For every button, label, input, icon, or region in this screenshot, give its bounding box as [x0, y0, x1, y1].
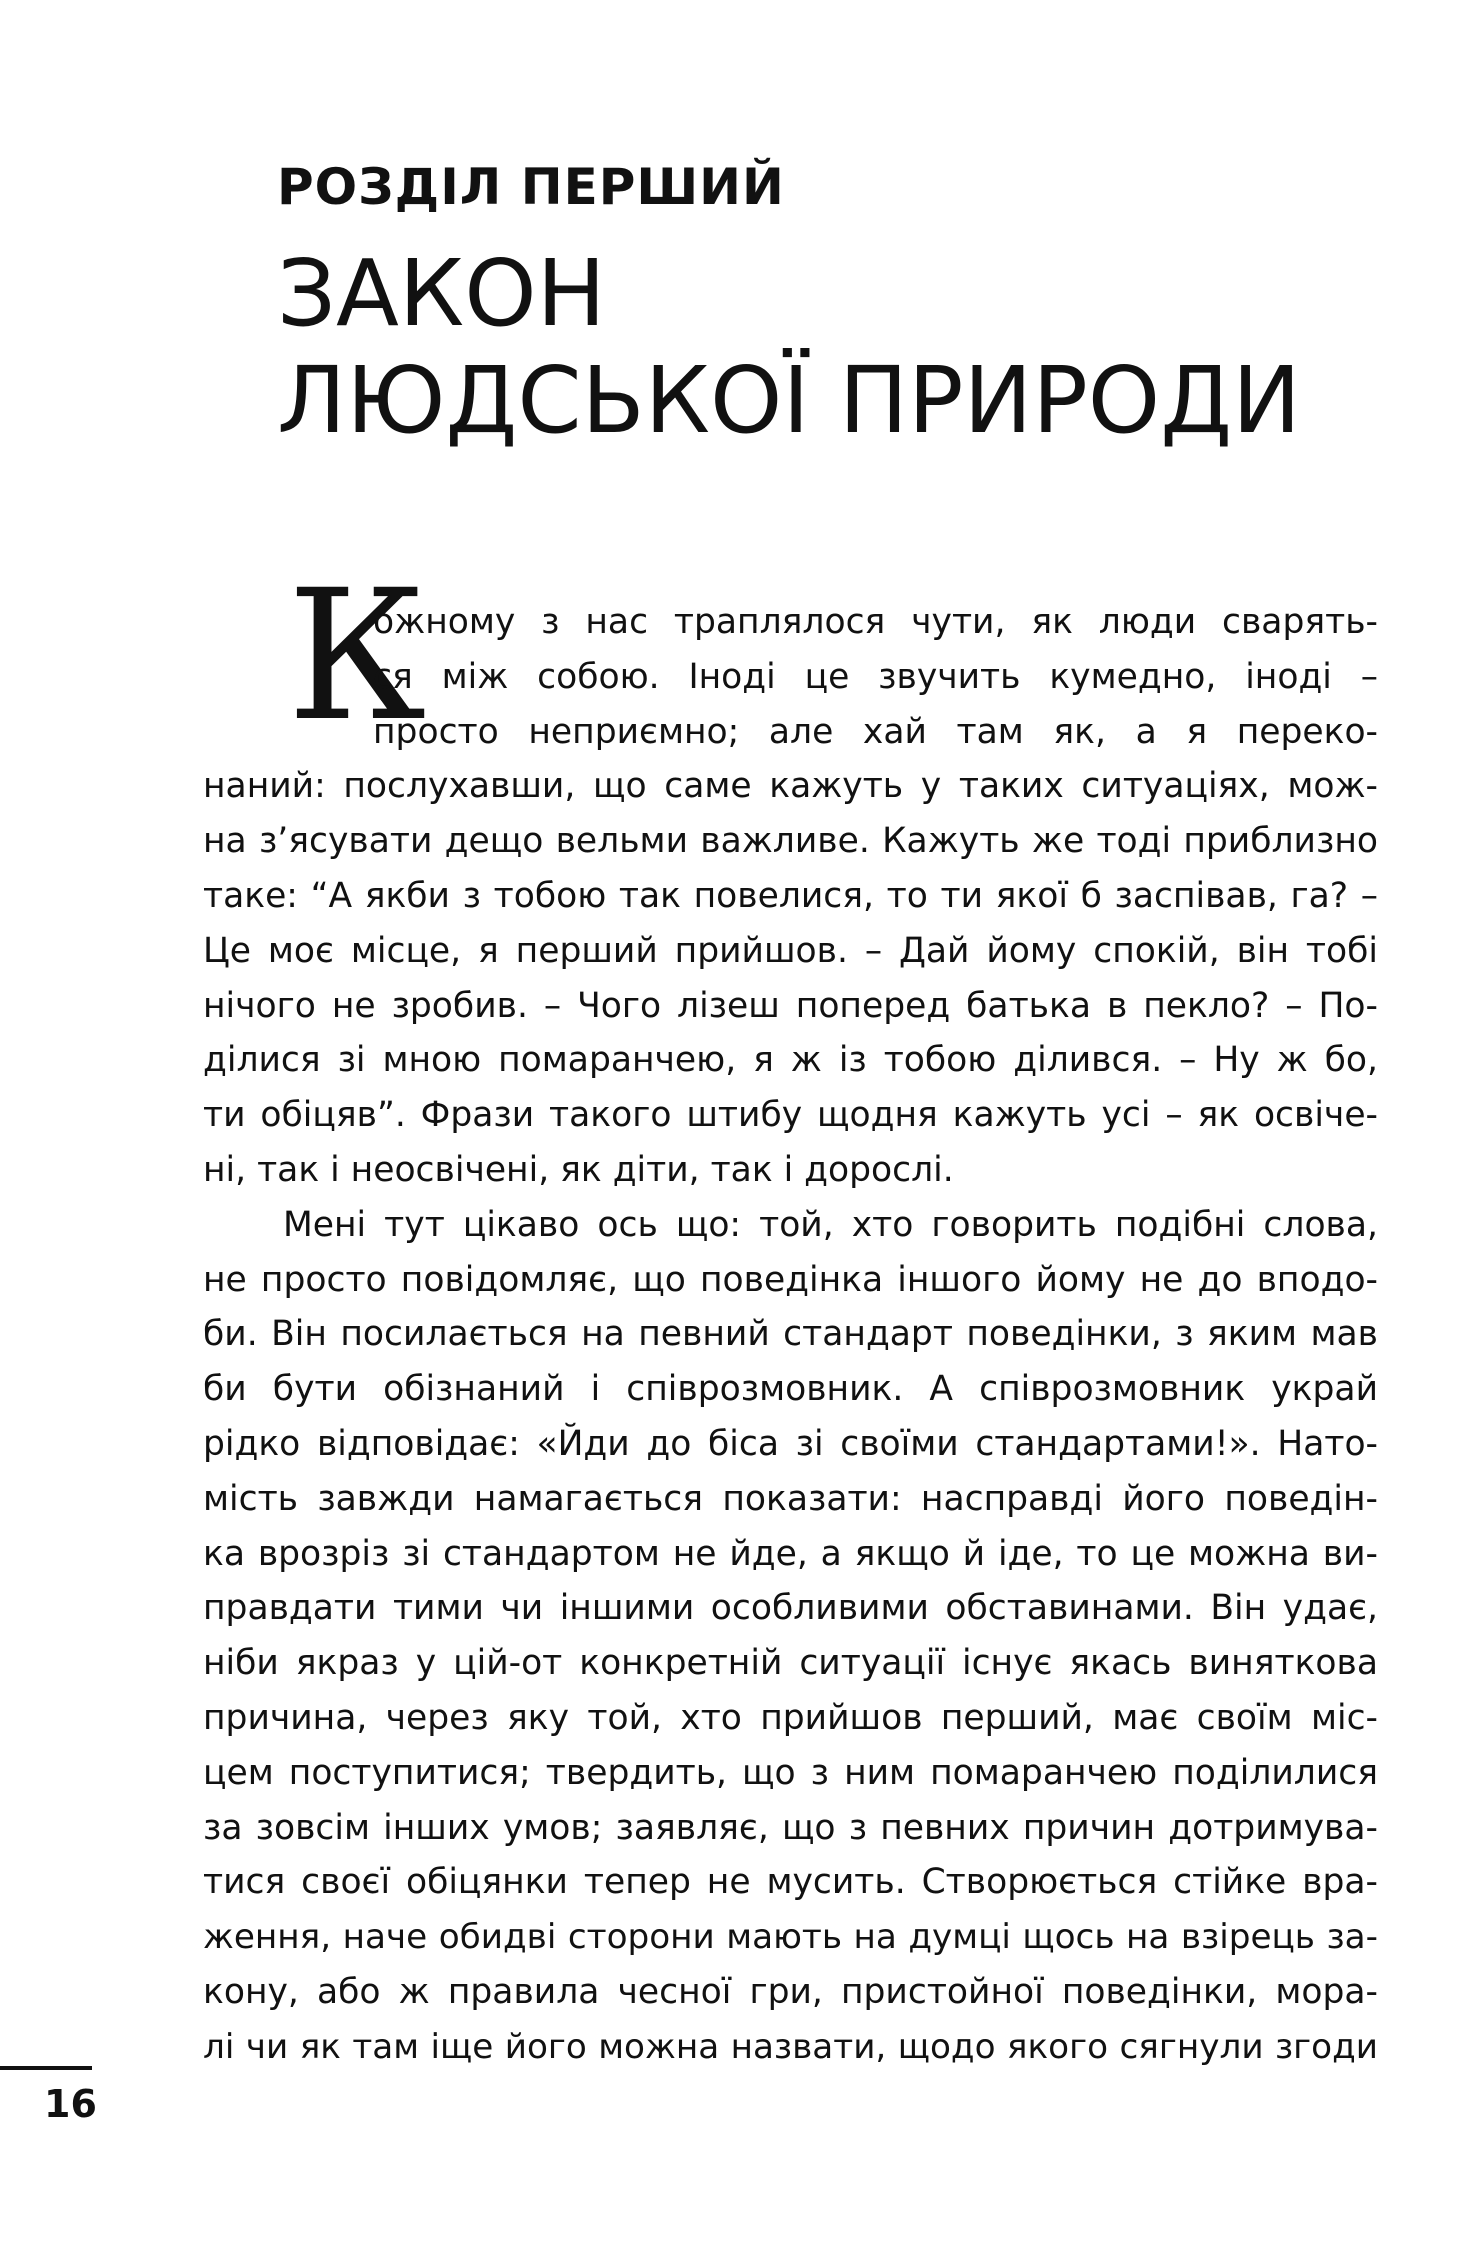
- text-line: ніби якраз у цій-от конкретній ситуації існує якась виняткова: [203, 1643, 1378, 1684]
- text-line: правдати тими чи іншими особливими обставинами. Він удає,: [203, 1588, 1378, 1629]
- text-line: ділися зі мною помаранчею, я ж із тобою ділився. – Ну ж бо,: [203, 1040, 1378, 1081]
- footer-rule: [0, 2066, 92, 2070]
- drop-cap: К: [287, 552, 427, 761]
- text-line: ні, так і неосвічені, як діти, так і дорослі.: [203, 1149, 954, 1190]
- text-line: за зовсім інших умов; заявляє, що з певних причин дотримува-: [203, 1807, 1378, 1848]
- text-line: цем поступитися; твердить, що з ним помаранчею поділилися: [203, 1752, 1378, 1793]
- text-line: лі чи як там іще його можна назвати, щодо якого сягнули згоди: [203, 2026, 1378, 2067]
- body-text: [203, 595, 1378, 2075]
- text-line: нічого не зробив. – Чого лізеш поперед батька в пекло? – По-: [203, 985, 1378, 1026]
- text-line: наний: послухавши, що саме кажуть у таких ситуаціях, мож-: [203, 766, 1378, 807]
- chapter-title-line: ЗАКОН: [277, 240, 606, 347]
- text-line: Мені тут цікаво ось що: той, хто говорить подібні слова,: [283, 1204, 1378, 1245]
- text-line: причина, через яку той, хто прийшов перший, має своїм міс-: [203, 1697, 1378, 1738]
- chapter-title: [277, 240, 1301, 454]
- text-line: ження, наче обидві сторони мають на думці щось на взірець за-: [203, 1917, 1378, 1958]
- text-line: Це моє місце, я перший прийшов. – Дай йому спокій, він тобі: [203, 930, 1378, 971]
- text-line: просто неприємно; але хай там як, а я переко-: [373, 711, 1378, 752]
- text-line: ка врозріз зі стандартом не йде, а якщо й іде, то це можна ви-: [203, 1533, 1378, 1574]
- text-line: ся між собою. Іноді це звучить кумедно, іноді –: [373, 656, 1378, 697]
- text-line: не просто повідомляє, що поведінка іншого йому не до вподо-: [203, 1259, 1378, 1300]
- text-line: би бути обізнаний і співрозмовник. А співрозмовник украй: [203, 1369, 1378, 1410]
- text-line: ти обіцяв”. Фрази такого штибу щодня кажуть усі – як освіче-: [203, 1095, 1378, 1136]
- text-line: на з’ясувати дещо вельми важливе. Кажуть же тоді приблизно: [203, 821, 1378, 862]
- text-line: кону, або ж правила чесної гри, пристойної поведінки, мора-: [203, 1971, 1378, 2012]
- text-line: ожному з нас траплялося чути, як люди сварять-: [373, 602, 1378, 642]
- text-line: мість завжди намагається показати: насправді його поведін-: [203, 1478, 1378, 1519]
- text-line: таке: “А якби з тобою так повелися, то ти якої б заспівав, га? –: [203, 875, 1378, 916]
- text-line: тися своєї обіцянки тепер не мусить. Створюється стійке вра-: [203, 1862, 1378, 1903]
- page-number: 16: [44, 2082, 97, 2126]
- text-line: рідко відповідає: «Йди до біса зі своїми стандартами!». Нато-: [203, 1423, 1378, 1464]
- text-line: би. Він посилається на певний стандарт поведінки, з яким мав: [203, 1314, 1378, 1355]
- chapter-title-line: ЛЮДСЬКОЇ ПРИРОДИ: [277, 347, 1301, 454]
- chapter-label: РОЗДІЛ ПЕРШИЙ: [277, 158, 785, 216]
